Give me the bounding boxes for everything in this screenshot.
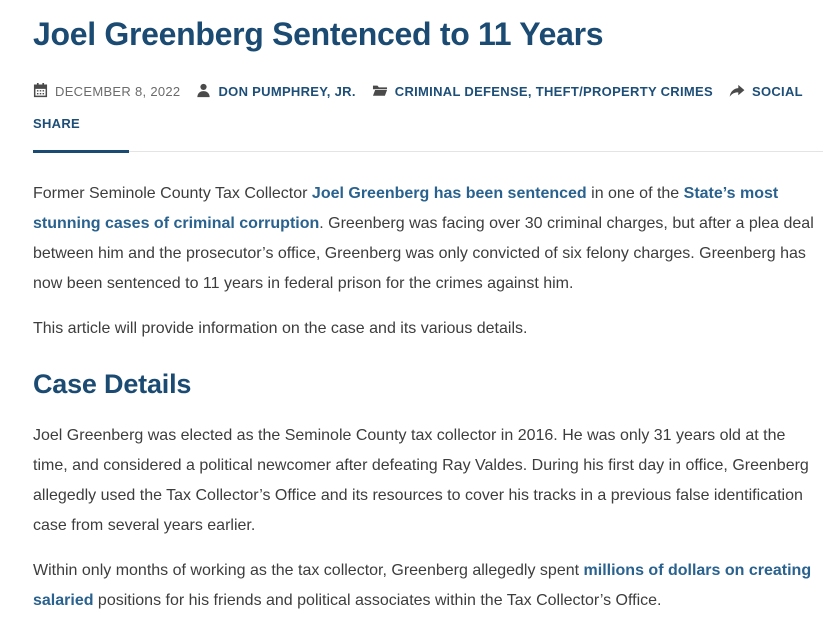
post-date [33,84,180,99]
folder-icon [372,79,388,109]
person-icon [196,79,211,109]
article-body [33,179,823,616]
link-criminal-corruption-cases[interactable]: State’s most stunning cases of criminal corruption [33,184,779,232]
paragraph-4 [33,556,823,616]
post-date-label: DECEMBER 8, 2022 [55,83,181,99]
article-page [0,16,838,616]
page-title: Joel Greenberg Sentenced to 11 Years [33,16,604,52]
section-heading-case-details: Case Details [33,368,192,399]
post-categories [372,84,713,99]
text-segment: in one of the [586,184,684,202]
post-author [196,84,355,99]
text-segment: Within only months of working as the tax collector, Greenberg allegedly spent [33,562,584,580]
text-segment: positions for his friends and political associates within the Tax Collector’s Office. [93,592,662,610]
author-link[interactable]: DON PUMPHREY, JR. [218,83,356,99]
text-segment: . Greenberg was facing over 30 criminal charges, but after a plea deal between him and the prosecutor’s office, Greenberg was only convicted of six felony charges. Greenberg has now been sentenced to 11 years in federal prison for the crimes against him. [33,214,814,292]
social-share-link[interactable]: SOCIAL SHARE [33,83,803,131]
share-arrow-icon [729,79,745,109]
post-meta [33,77,823,139]
paragraph-2: This article will provide information on the case and its various details. [33,319,528,337]
link-millions-of-dollars-salaried[interactable]: millions of dollars on creating salaried [33,562,812,610]
paragraph-3: Joel Greenberg was elected as the Seminole County tax collector in 2016. He was only 31 years old at the time, and considered a political newcomer after defeating Ray Valdes. During his first day in office, Greenberg allegedly used the Tax Collector’s Office and its resources to cover his tracks in a previous false identification case from several years earlier. [33,427,809,535]
paragraph-1 [33,179,823,299]
calendar-icon [33,79,48,109]
link-joel-greenberg-sentenced[interactable]: Joel Greenberg has been sentenced [311,184,587,202]
text-segment: Former Seminole County Tax Collector [33,184,312,202]
categories-link[interactable]: CRIMINAL DEFENSE, THEFT/PROPERTY CRIMES [394,83,713,99]
meta-divider [33,151,823,152]
